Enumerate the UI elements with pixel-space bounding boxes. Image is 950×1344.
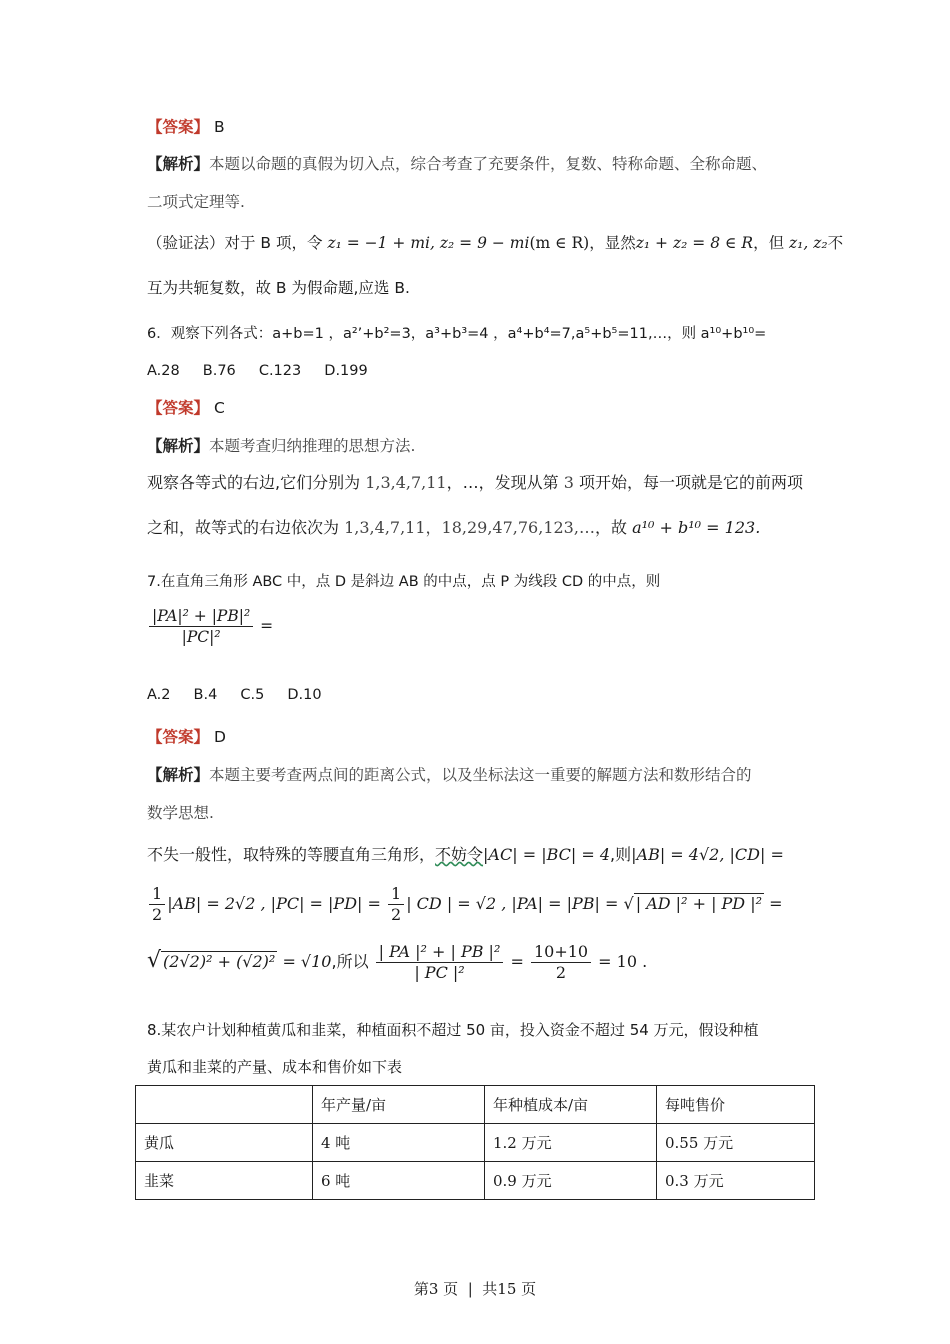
page-footer: 第3 页 | 共15 页 <box>413 1280 537 1298</box>
obs-text: ，…，发现从第 <box>446 473 559 492</box>
solution-text: ,则 <box>610 845 632 864</box>
equals-sign: = <box>260 617 274 635</box>
analysis-tag: 【解析】 <box>147 437 210 455</box>
obs-number: 3 <box>563 473 574 492</box>
verify-math-z: z₁, z₂ <box>789 234 828 252</box>
obs-seq: 1,3,4,7,11 <box>365 473 447 492</box>
verify-math: z₁ = −1 + mi, z₂ = 9 − mi <box>327 234 530 252</box>
answer-value: C <box>213 399 225 417</box>
q6-observation-cont <box>147 517 760 539</box>
verify-mid: ，显然 <box>589 234 636 252</box>
solution-math: |AB| = 4√2 <box>631 845 720 864</box>
q5-answer <box>147 116 225 138</box>
table-row <box>136 1124 815 1162</box>
fraction-denominator: 2 <box>391 905 402 924</box>
half-fraction <box>149 884 165 925</box>
analysis-text: 本题考查归纳推理的思想方法. <box>209 437 416 455</box>
analysis-tag: 【解析】 <box>147 766 210 784</box>
answer-value: B <box>213 118 225 136</box>
solution-math: |AB| = 2√2 , |PC| = |PD| = <box>167 894 381 913</box>
q5-verify <box>147 232 843 254</box>
table-header-cell: 年种植成本/亩 <box>485 1086 657 1124</box>
table-cell: 黄瓜 <box>136 1124 313 1162</box>
equals-sign: = <box>510 952 524 971</box>
analysis-text: 本题主要考查两点间的距离公式，以及坐标法这一重要的解题方法和数形结合的 <box>209 766 752 784</box>
value-fraction <box>531 942 591 983</box>
fraction-numerator: | PA |² + | PB |² <box>376 942 504 963</box>
table-cell: 1.2 万元 <box>485 1124 657 1162</box>
q6-options: A.28 B.76 C.123 D.199 <box>147 363 368 379</box>
analysis-text: 本题以命题的真假为切入点，综合考查了充要条件，复数、特称命题、全称命题、 <box>209 155 768 173</box>
q6-question: 6．观察下列各式：a+b=1 ，a²’+b²=3，a³+b³=4 ，a⁴+b⁴=7,a⁵+b⁵=11,…，则 a¹⁰+b¹⁰= <box>147 326 767 342</box>
fraction-denominator: |PC|² <box>181 628 221 646</box>
solution-math: | AD |² + | PD |² <box>635 894 763 913</box>
q8-question: 8.某农户计划种植黄瓜和韭菜，种植面积不超过 50 亩，投入资金不超过 54 万元，假设种植 <box>147 1021 759 1039</box>
table-header-cell <box>136 1086 313 1124</box>
solution-result: = 10 . <box>598 952 648 971</box>
fraction-numerator: 1 <box>388 884 404 905</box>
q6-answer <box>147 397 225 419</box>
sqrt-symbol: √ <box>147 948 162 973</box>
verify-math-sum: z₁ + z₂ = 8 ∈ R <box>635 234 754 252</box>
obs-text: ，故 <box>594 518 627 537</box>
solution-math: | CD | = √2 , |PA| = |PB| = <box>406 894 619 913</box>
solution-math: , |CD| = <box>719 845 784 864</box>
answer-value: D <box>213 728 226 746</box>
table-cell: 0.55 万元 <box>657 1124 815 1162</box>
solution-text: 不失一般性，取特殊的等腰直角三角形， <box>147 845 436 864</box>
solution-math: |AC| = |BC| = 4 <box>483 845 611 864</box>
table-header-row <box>136 1086 815 1124</box>
q7-solution-2 <box>147 884 783 925</box>
verify-end: 不 <box>827 234 844 252</box>
obs-text: 观察各等式的右边,它们分别为 <box>147 473 361 492</box>
fraction-numerator: 1 <box>149 884 165 905</box>
q6-analysis <box>147 435 415 457</box>
answer-tag: 【答案】 <box>147 118 210 136</box>
table-header-cell: 年产量/亩 <box>313 1086 485 1124</box>
table-cell: 0.3 万元 <box>657 1162 815 1200</box>
obs-text: 项开始，每一项就是它的前两项 <box>579 473 804 492</box>
verify-math-domain: (m ∈ R) <box>529 234 590 252</box>
verify-prefix: （验证法）对于 B 项，令 <box>147 234 323 252</box>
q8-question-cont: 黄瓜和韭菜的产量、成本和售价如下表 <box>147 1058 403 1076</box>
table-cell: 6 吨 <box>313 1162 485 1200</box>
q7-answer <box>147 726 226 748</box>
answer-tag: 【答案】 <box>147 399 210 417</box>
q7-fraction <box>149 606 253 647</box>
price-table <box>135 1085 815 1200</box>
solution-text: 不妨令 <box>435 845 484 864</box>
obs-seq: 1,3,4,7,11，18,29,47,76,123,… <box>344 518 595 537</box>
q7-expression <box>147 606 273 647</box>
fraction-denominator: | PC |² <box>414 963 465 982</box>
q7-options: A.2 B.4 C.5 D.10 <box>147 687 322 703</box>
half-fraction <box>388 884 404 925</box>
q7-analysis-cont: 数学思想. <box>147 804 214 822</box>
q7-solution-1 <box>147 844 784 866</box>
equals-sign: = <box>769 894 783 913</box>
fraction-numerator: |PA|² + |PB|² <box>149 606 253 627</box>
ratio-fraction <box>376 942 504 983</box>
q7-solution-3 <box>147 942 647 983</box>
solution-text: ,所以 <box>331 952 369 971</box>
table-cell: 4 吨 <box>313 1124 485 1162</box>
table-row <box>136 1162 815 1200</box>
verify-mid2: ，但 <box>753 234 785 252</box>
q6-observation <box>147 472 803 494</box>
fraction-numerator: 10+10 <box>531 942 591 963</box>
table-cell: 0.9 万元 <box>485 1162 657 1200</box>
fraction-denominator: 2 <box>555 963 567 982</box>
obs-math: a¹⁰ + b¹⁰ = 123. <box>632 518 761 537</box>
solution-math: = √10 <box>282 952 332 971</box>
q5-analysis <box>147 153 767 175</box>
obs-text: 之和，故等式的右边依次为 <box>147 518 340 537</box>
q5-verify-cont: 互为共轭复数，故 B 为假命题,应选 B. <box>147 279 410 297</box>
analysis-tag: 【解析】 <box>147 155 210 173</box>
q5-analysis-cont: 二项式定理等. <box>147 193 245 211</box>
table-header-cell: 每吨售价 <box>657 1086 815 1124</box>
answer-tag: 【答案】 <box>147 728 210 746</box>
q7-question: 7.在直角三角形 ABC 中，点 D 是斜边 AB 的中点，点 P 为线段 CD 的中点，则 <box>147 574 661 590</box>
q7-analysis <box>147 764 752 786</box>
fraction-denominator: 2 <box>152 905 163 924</box>
table-cell: 韭菜 <box>136 1162 313 1200</box>
solution-math: (2√2)² + (√2)² <box>163 952 276 971</box>
sqrt-symbol: √ <box>623 894 634 913</box>
